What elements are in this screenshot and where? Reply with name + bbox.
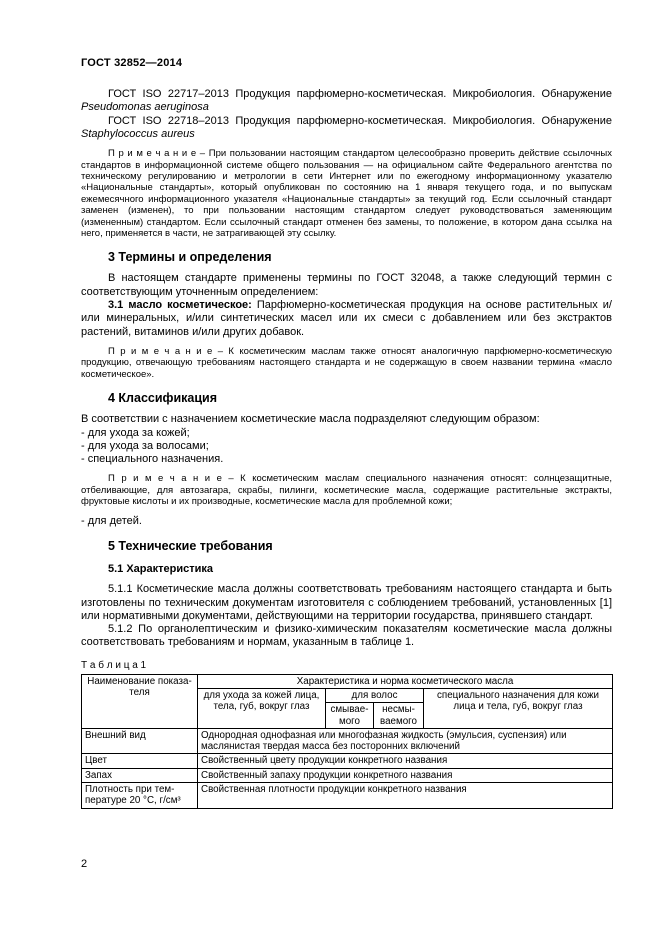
table-row-color xyxy=(82,754,613,768)
page-content xyxy=(81,82,612,809)
note-term: П р и м е ч а н и е – К косметическим маслам также относят аналогичную парфюмерно-косметическую продукцию, отвечающую требованиям настоящего стандарта и не содержащую в своем названии термина «масло косметическое». xyxy=(81,345,612,380)
reference-gost-22717 xyxy=(81,88,612,115)
section-5-title: 5 Технические требования xyxy=(108,538,273,553)
table-header-skin: для ухода за кожей лица, тела, губ, вокруг глаз xyxy=(198,689,326,729)
table-cell-value: Свойственная плотности продукции конкретного названия xyxy=(198,783,613,809)
table-cell-parameter: Внешний вид xyxy=(82,728,198,754)
table-1 xyxy=(81,674,613,809)
table-1-caption: Т а б л и ц а 1 xyxy=(81,659,147,671)
term-name: 3.1 масло косметическое: xyxy=(108,299,257,312)
classification-item-hair: - для ухода за волосами; xyxy=(81,439,209,452)
classification-item-children: - для детей. xyxy=(81,514,142,527)
table-row-density xyxy=(82,783,613,809)
reference-text: ГОСТ ISO 22718–2013 Продукция парфюмерно-косметическая. Микробиология. Обнаружение xyxy=(108,114,612,127)
section-4-title: 4 Классификация xyxy=(108,391,218,406)
paragraph-5-1-1: 5.1.1 Косметические масла должны соответствовать требованиям настоящего стандарта и быть изготовлены по техническим документам изготовителя с соблюдением требований, установленных [1] или нормативными документами, действующими на территории государства, принявшего стандарт. xyxy=(81,583,612,622)
table-cell-value: Однородная однофазная или многофазная жидкость (эмульсия, суспензия) или маслянистая твердая масса без посторонних включений xyxy=(198,728,613,754)
table-cell-parameter: Запах xyxy=(82,768,198,782)
note-classification: П р и м е ч а н и е – К косметическим маслам специального назначения относят: солнцезащитные, отбеливающие, для автозагара, скрабы, пилинги, косметические масла, содержащие растительные экстракты, фруктовые кислоты и их производные, косметические масла для проблемной кожи; xyxy=(81,473,612,508)
section-3-intro: В настоящем стандарте применены термины по ГОСТ 32048, а также следующий термин с соответствующим уточненным определением: xyxy=(81,272,612,298)
table-cell-parameter: Плотность при температуре 20 °С, г/см³ xyxy=(82,783,198,809)
table-header-hair-washable: смываемого xyxy=(326,703,374,729)
reference-species: Pseudomonas aeruginosa xyxy=(81,101,209,114)
table-cell-parameter: Цвет xyxy=(82,754,198,768)
section-3-title: 3 Термины и определения xyxy=(108,250,272,265)
term-definition-text: Парфюмерно-косметическая продукция на основе растительных и/или минеральных, и/или синтетических масел или их смеси с добавлением или без экстрактов растений, витаминов и/или других добавок. xyxy=(81,299,612,338)
section-5-1-title: 5.1 Характеристика xyxy=(108,563,214,575)
reference-gost-22718 xyxy=(81,115,612,142)
page-number: 2 xyxy=(81,858,88,870)
table-cell-value: Свойственный цвету продукции конкретного названия xyxy=(198,754,613,768)
classification-item-skin: - для ухода за кожей; xyxy=(81,426,190,439)
term-definition-3-1 xyxy=(81,299,612,339)
table-row-appearance xyxy=(82,728,613,754)
reference-text: ГОСТ ISO 22717–2013 Продукция парфюмерно-косметическая. Микробиология. Обнаружение xyxy=(108,88,612,100)
paragraph-5-1-2: 5.1.2 По органолептическим и физико-химическим показателям косметические масла должны соответствовать требованиям и нормам, указанным в таблице 1. xyxy=(81,623,612,649)
table-header-parameter: Наименование показателя xyxy=(82,674,198,728)
classification-item-special: - специального назначения. xyxy=(81,453,224,466)
doc-header-title: ГОСТ 32852—2014 xyxy=(81,57,183,69)
table-header-special: специального назначения для кожи лица и тела, губ, вокруг глаз xyxy=(424,689,613,729)
table-header-main: Характеристика и норма косметического масла xyxy=(198,674,613,688)
table-header-hair: для волос xyxy=(326,689,424,703)
reference-species: Staphylococcus aureus xyxy=(81,127,195,140)
section-4-intro: В соответствии с назначением косметические масла подразделяют следующим образом: xyxy=(81,413,540,426)
note-references: П р и м е ч а н и е – При пользовании настоящим стандартом целесообразно проверить действие ссылочных стандартов в информационной системе общего пользования — на официальном сайте Федерального агентства по техническому регулированию и метрологии в сети Интернет или по ежегодному информационному указателю «Национальные стандарты», который опубликован по состоянию на 1 января текущего года, и по выпускам ежемесячного информационного указателя «Национальные стандарты» за текущий год. Если ссылочный стандарт заменен (изменен), то при пользовании настоящим стандартом следует руководствоваться заменяющим (измененным) стандартом. Если ссылочный стандарт отменен без замены, то положение, в котором дана ссылка на него, применяется в части, не затрагивающей эту ссылку. xyxy=(81,148,612,239)
table-row-odor xyxy=(82,768,613,782)
table-header-hair-nonwashable: несмываемого xyxy=(374,703,424,729)
table-cell-value: Свойственный запаху продукции конкретного названия xyxy=(198,768,613,782)
table-header-row-1 xyxy=(82,674,613,688)
